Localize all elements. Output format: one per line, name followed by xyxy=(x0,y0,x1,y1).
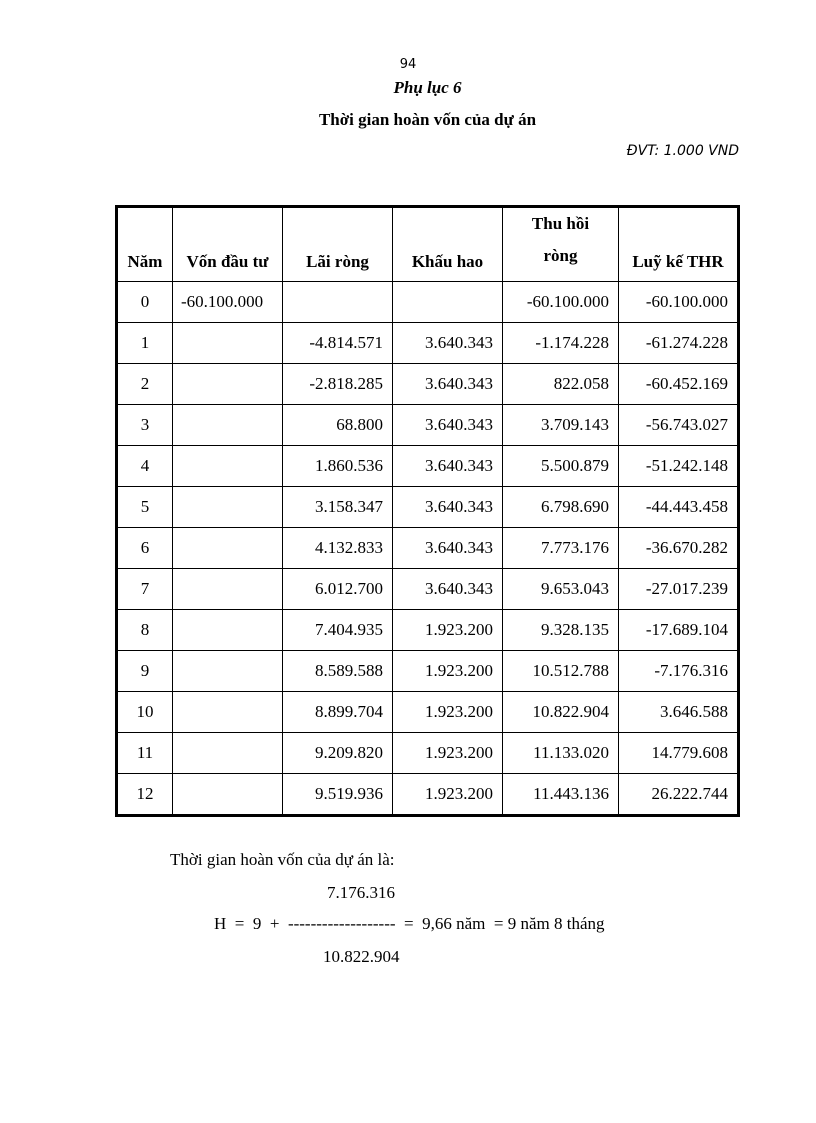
cell-nam: 2 xyxy=(117,364,173,405)
cell-nam: 8 xyxy=(117,610,173,651)
cell-von-dau-tu xyxy=(173,692,283,733)
cell-thu-hoi-rong: -1.174.228 xyxy=(503,323,619,364)
cell-lai-rong: 4.132.833 xyxy=(283,528,393,569)
cell-khau-hao xyxy=(393,282,503,323)
cell-khau-hao: 3.640.343 xyxy=(393,569,503,610)
cell-thu-hoi-rong: 9.653.043 xyxy=(503,569,619,610)
cell-thu-hoi-rong: 10.822.904 xyxy=(503,692,619,733)
header-khau-hao: Khấu hao xyxy=(393,207,503,282)
cell-nam: 4 xyxy=(117,446,173,487)
cell-luy-ke-thr: 26.222.744 xyxy=(619,774,739,816)
cell-khau-hao: 3.640.343 xyxy=(393,364,503,405)
cell-von-dau-tu xyxy=(173,364,283,405)
cell-nam: 5 xyxy=(117,487,173,528)
cell-lai-rong: 8.899.704 xyxy=(283,692,393,733)
cell-khau-hao: 1.923.200 xyxy=(393,774,503,816)
payback-table xyxy=(115,205,740,817)
table-row xyxy=(117,405,739,446)
cell-nam: 3 xyxy=(117,405,173,446)
cell-khau-hao: 3.640.343 xyxy=(393,487,503,528)
cell-luy-ke-thr: -36.670.282 xyxy=(619,528,739,569)
cell-luy-ke-thr: 3.646.588 xyxy=(619,692,739,733)
header-thu-hoi-line1: Thu hồi xyxy=(531,214,590,233)
cell-nam: 9 xyxy=(117,651,173,692)
cell-khau-hao: 3.640.343 xyxy=(393,446,503,487)
cell-luy-ke-thr: -56.743.027 xyxy=(619,405,739,446)
cell-lai-rong: -4.814.571 xyxy=(283,323,393,364)
cell-thu-hoi-rong: 11.133.020 xyxy=(503,733,619,774)
header-lai-rong: Lãi ròng xyxy=(283,207,393,282)
cell-von-dau-tu xyxy=(173,733,283,774)
table-header-row xyxy=(117,207,739,282)
cell-khau-hao: 1.923.200 xyxy=(393,610,503,651)
cell-khau-hao: 1.923.200 xyxy=(393,651,503,692)
formula-intro: Thời gian hoàn vốn của dự án là: xyxy=(170,850,395,869)
cell-lai-rong: 8.589.588 xyxy=(283,651,393,692)
table-row xyxy=(117,487,739,528)
table-body xyxy=(117,282,739,816)
cell-von-dau-tu xyxy=(173,446,283,487)
cell-lai-rong: 6.012.700 xyxy=(283,569,393,610)
cell-nam: 12 xyxy=(117,774,173,816)
cell-thu-hoi-rong: 3.709.143 xyxy=(503,405,619,446)
cell-lai-rong: 9.209.820 xyxy=(283,733,393,774)
cell-lai-rong: 3.158.347 xyxy=(283,487,393,528)
table-row xyxy=(117,528,739,569)
cell-luy-ke-thr: 14.779.608 xyxy=(619,733,739,774)
table-row xyxy=(117,323,739,364)
formula-denominator: 10.822.904 xyxy=(323,947,400,966)
cell-khau-hao: 3.640.343 xyxy=(393,405,503,446)
cell-luy-ke-thr: -44.443.458 xyxy=(619,487,739,528)
header-thu-hoi-line2: ròng xyxy=(543,246,578,265)
cell-von-dau-tu xyxy=(173,569,283,610)
cell-lai-rong: 1.860.536 xyxy=(283,446,393,487)
cell-khau-hao: 1.923.200 xyxy=(393,733,503,774)
cell-von-dau-tu xyxy=(173,323,283,364)
table-row xyxy=(117,651,739,692)
header-thu-hoi-rong xyxy=(503,207,619,282)
header-von-dau-tu: Vốn đầu tư xyxy=(173,207,283,282)
cell-nam: 6 xyxy=(117,528,173,569)
cell-lai-rong: 9.519.936 xyxy=(283,774,393,816)
page-number: 94 xyxy=(399,57,417,72)
cell-luy-ke-thr: -60.100.000 xyxy=(619,282,739,323)
cell-thu-hoi-rong: 5.500.879 xyxy=(503,446,619,487)
cell-nam: 11 xyxy=(117,733,173,774)
cell-luy-ke-thr: -17.689.104 xyxy=(619,610,739,651)
table-row xyxy=(117,774,739,816)
table-row xyxy=(117,364,739,405)
cell-thu-hoi-rong: 11.443.136 xyxy=(503,774,619,816)
cell-von-dau-tu xyxy=(173,487,283,528)
cell-von-dau-tu xyxy=(173,774,283,816)
table-row xyxy=(117,733,739,774)
cell-von-dau-tu: -60.100.000 xyxy=(173,282,283,323)
cell-thu-hoi-rong: 9.328.135 xyxy=(503,610,619,651)
header-nam: Năm xyxy=(117,207,173,282)
unit-note: ĐVT: 1.000 VND xyxy=(626,143,739,159)
table-row xyxy=(117,446,739,487)
header-luy-ke-thr: Luỹ kế THR xyxy=(619,207,739,282)
cell-thu-hoi-rong: 822.058 xyxy=(503,364,619,405)
cell-khau-hao: 3.640.343 xyxy=(393,323,503,364)
appendix-title: Phụ lục 6 xyxy=(393,78,462,97)
cell-von-dau-tu xyxy=(173,405,283,446)
cell-nam: 1 xyxy=(117,323,173,364)
cell-von-dau-tu xyxy=(173,651,283,692)
cell-nam: 0 xyxy=(117,282,173,323)
table-row xyxy=(117,282,739,323)
cell-luy-ke-thr: -7.176.316 xyxy=(619,651,739,692)
cell-khau-hao: 3.640.343 xyxy=(393,528,503,569)
cell-thu-hoi-rong: -60.100.000 xyxy=(503,282,619,323)
cell-lai-rong xyxy=(283,282,393,323)
cell-von-dau-tu xyxy=(173,610,283,651)
cell-khau-hao: 1.923.200 xyxy=(393,692,503,733)
cell-von-dau-tu xyxy=(173,528,283,569)
table-row xyxy=(117,610,739,651)
cell-nam: 7 xyxy=(117,569,173,610)
cell-thu-hoi-rong: 7.773.176 xyxy=(503,528,619,569)
formula-numerator: 7.176.316 xyxy=(327,883,395,902)
cell-lai-rong: -2.818.285 xyxy=(283,364,393,405)
table-row xyxy=(117,569,739,610)
formula-line: H = 9 + ------------------- = 9,66 năm = 9 năm 8 tháng xyxy=(214,914,605,933)
cell-nam: 10 xyxy=(117,692,173,733)
cell-thu-hoi-rong: 10.512.788 xyxy=(503,651,619,692)
cell-luy-ke-thr: -27.017.239 xyxy=(619,569,739,610)
cell-lai-rong: 68.800 xyxy=(283,405,393,446)
cell-luy-ke-thr: -60.452.169 xyxy=(619,364,739,405)
document-title: Thời gian hoàn vốn của dự án xyxy=(318,110,537,129)
table-row xyxy=(117,692,739,733)
cell-lai-rong: 7.404.935 xyxy=(283,610,393,651)
cell-thu-hoi-rong: 6.798.690 xyxy=(503,487,619,528)
cell-luy-ke-thr: -61.274.228 xyxy=(619,323,739,364)
cell-luy-ke-thr: -51.242.148 xyxy=(619,446,739,487)
